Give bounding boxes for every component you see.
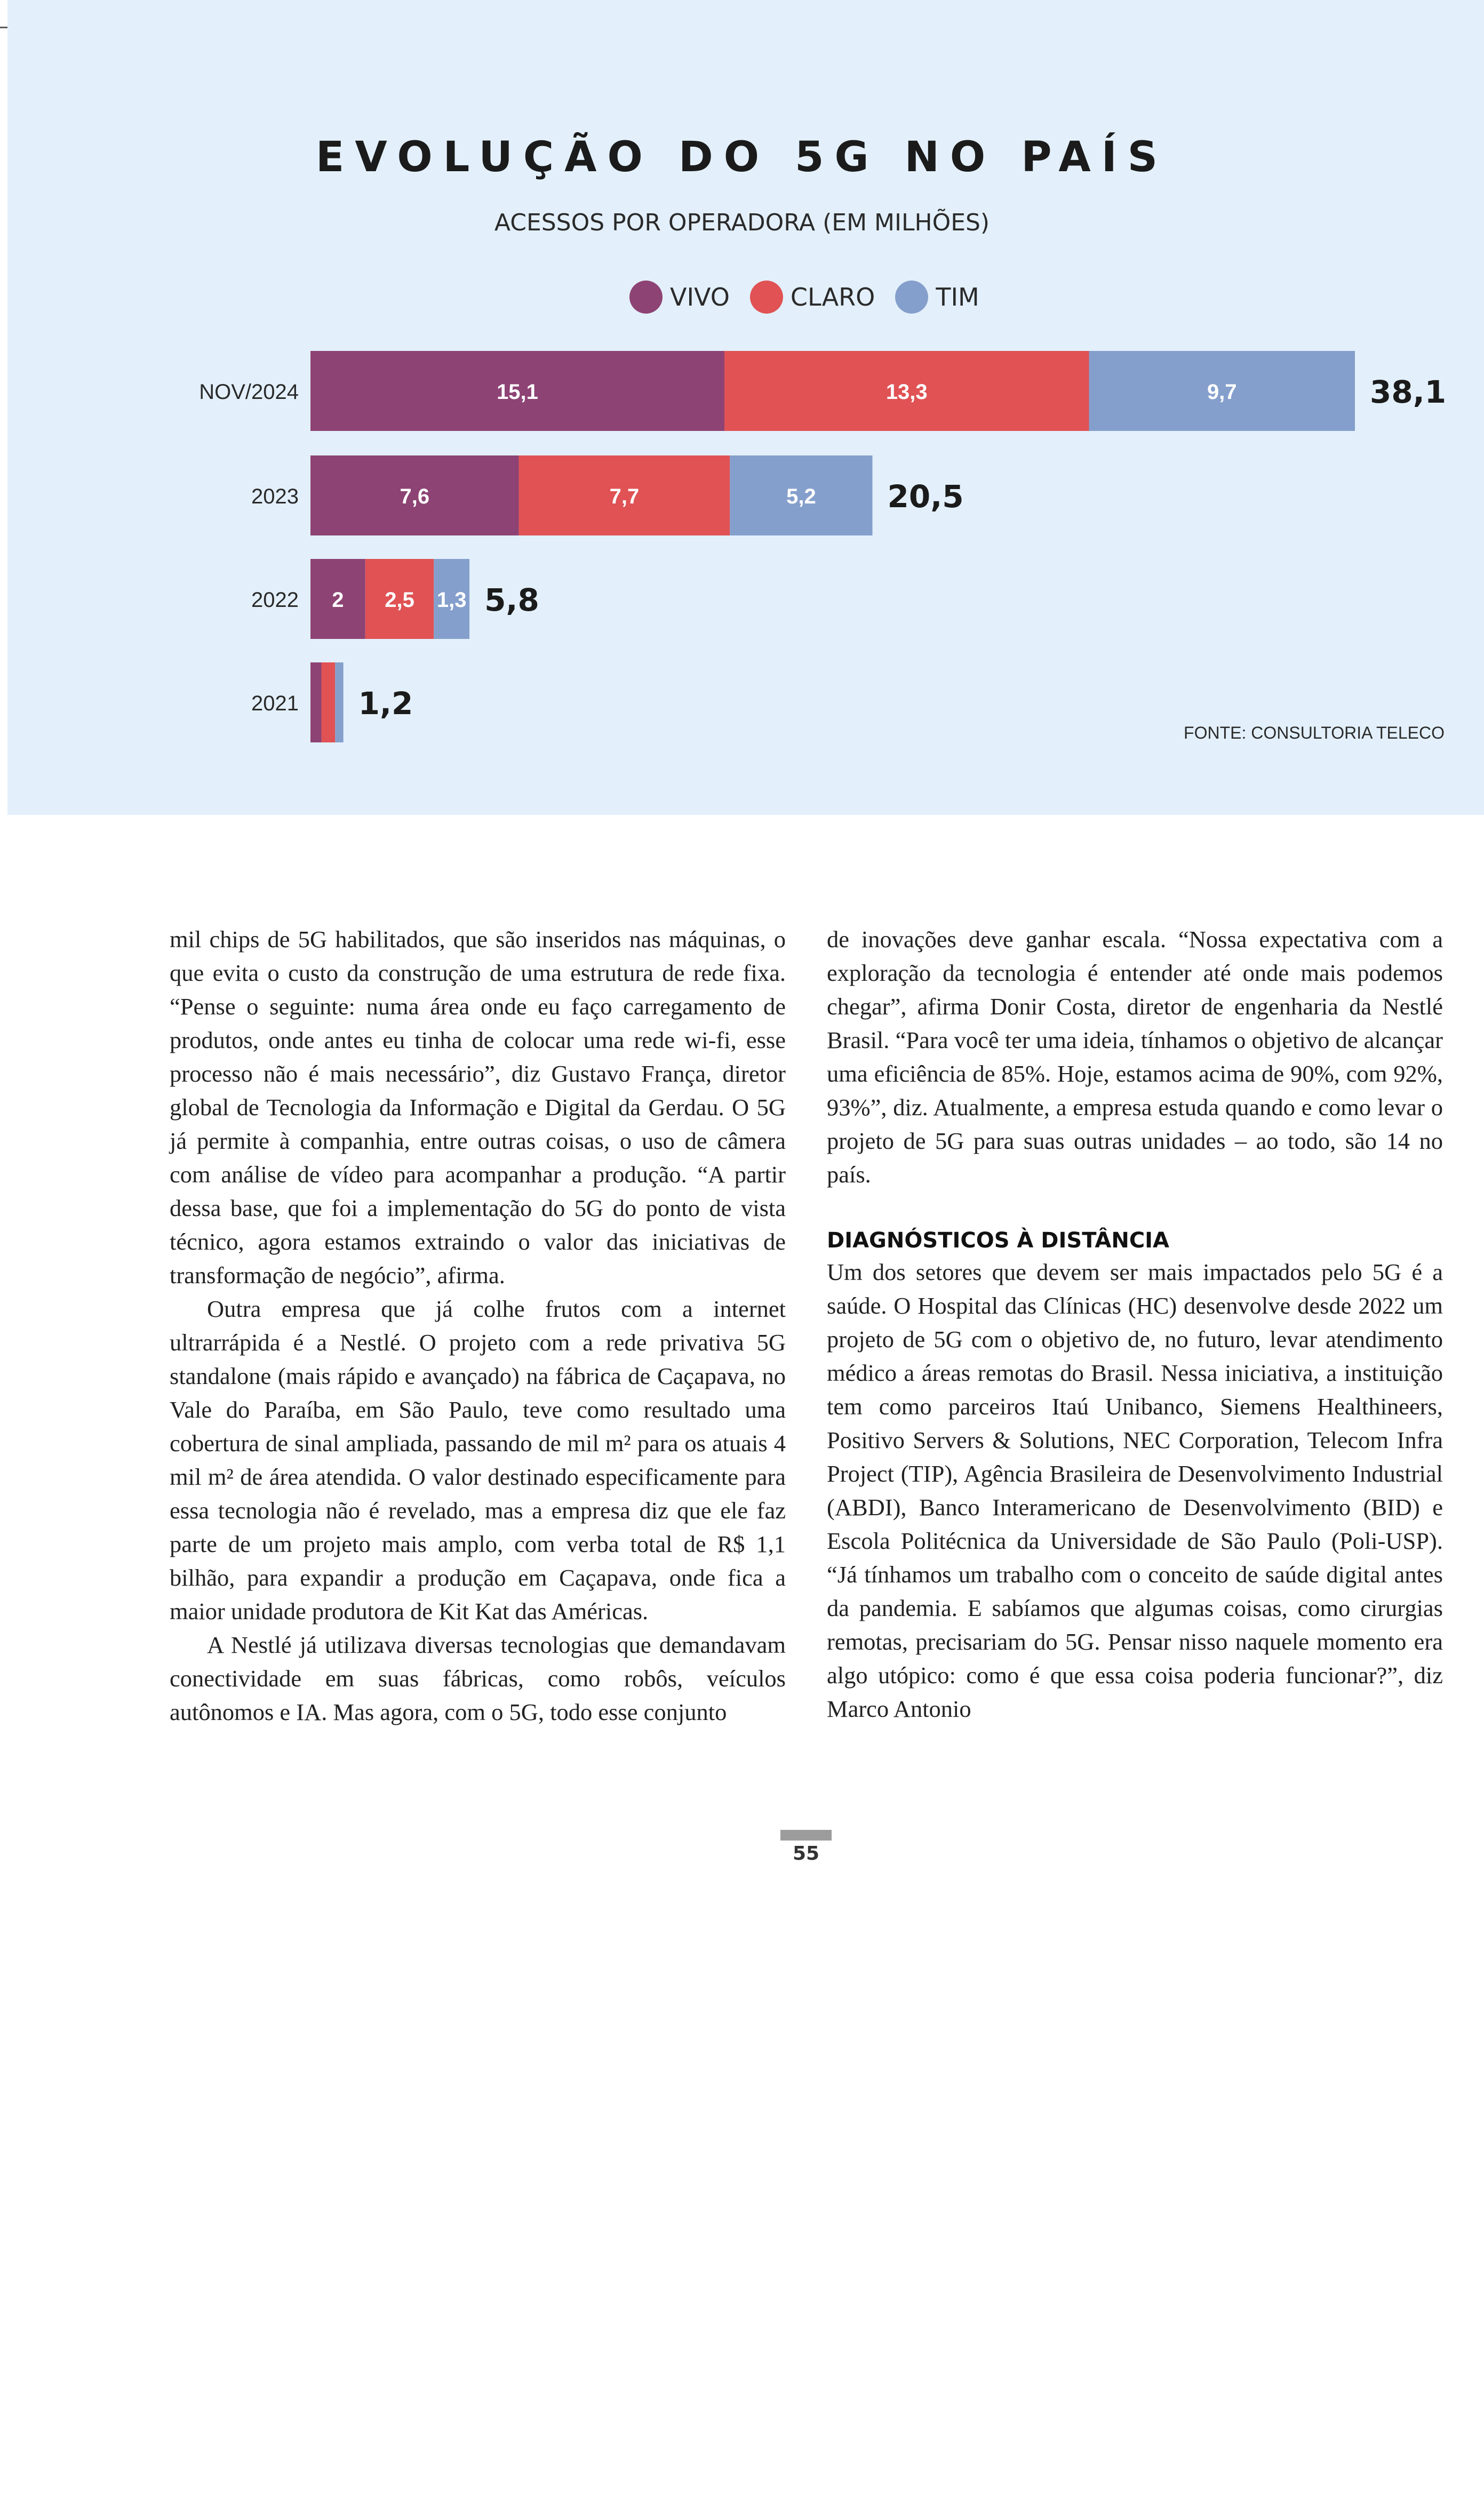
article-paragraph: Um dos setores que devem ser mais impactados pelo 5G é a saúde. O Hospital das Clínicas (HC) desenvolve desde 2022 um projeto de 5G com o objetivo de, no futuro, levar atendimento médico a áreas remotas do Brasil. Nessa iniciativa, a instituição tem como parceiros Itaú Unibanco, Siemens Healthineers, Positivo Servers & Solutions, NEC Corporation, Telecom Infra Project (TIP), Agência Brasileira de Desenvolvimento Industrial (ABDI), Banco Interamericano de Desenvolvimento (BID) e Escola Politécnica da Universidade de São Paulo (Poli-USP). “Já tínhamos um trabalho com o conceito de saúde digital antes da pandemia. E sabíamos que algumas coisas, como cirurgias remotas, precisariam do 5G. Pensar nisso naquele momento era algo utópico: como é que essa coisa poderia funcionar?”, diz Marco Antonio [827, 1259, 1443, 1722]
chart-legend [629, 278, 1000, 316]
chart-title: EVOLUÇÃO DO 5G NO PAÍS [316, 133, 1168, 181]
bar-claro-2021 [322, 662, 336, 742]
chart-source: FONTE: CONSULTORIA TELECO [1184, 723, 1445, 742]
total-label-nov2024: 38,1 [1370, 374, 1447, 410]
data-label-tim-2023: 5,2 [786, 485, 816, 508]
data-label-vivo-2023: 7,6 [400, 485, 430, 508]
chart-subtitle: ACESSOS POR OPERADORA (EM MILHÕES) [494, 209, 990, 236]
total-label-2021: 1,2 [358, 685, 413, 722]
total-label-2022: 5,8 [484, 582, 539, 618]
article-paragraph: mil chips de 5G habilitados, que são inseridos nas máquinas, o que evita o custo da construção de uma estrutura de rede fixa. “Pense o seguinte: numa área onde eu faço carregamento de produtos, onde antes eu tinha de colocar uma rede wi-fi, esse processo não é mais necessário”, diz Gustavo França, diretor global de Tecnologia da Informação e Digital da Gerdau. O 5G já permite à companhia, entre outras coisas, o uso de câmera com análise de vídeo para acompanhar a produção. “A partir dessa base, que foi a implementação do 5G do ponto de vista técnico, agora estamos extraindo o valor das iniciativas de transformação de negócio”, afirma. [170, 926, 786, 1289]
data-label-tim-nov2024: 9,7 [1207, 380, 1237, 404]
legend-item-claro [750, 281, 875, 314]
data-label-claro-2023: 7,7 [609, 485, 640, 508]
article-paragraph: de inovações deve ganhar escala. “Nossa expectativa com a exploração da tecnologia é entender até onde mais podemos chegar”, afirma Donir Costa, diretor de engenharia da Nestlé Brasil. “Para você ter uma ideia, tínhamos o objetivo de alcançar uma eficiência de 85%. Hoje, estamos acima de 90%, com 92%, 93%”, diz. Atualmente, a empresa estuda quando e como levar o projeto de 5G para suas outras unidades – ao todo, são 14 no país. [827, 926, 1443, 1188]
bar-tim-2021 [335, 662, 343, 742]
page-number: 55 [792, 1843, 820, 1865]
legend-label-vivo: VIVO [670, 283, 730, 311]
legend-swatch-vivo [629, 281, 663, 314]
legend-label-tim: TIM [936, 283, 979, 311]
category-label-2022: 2022 [251, 588, 299, 612]
article-column-left [170, 923, 786, 1729]
legend-item-tim [895, 281, 979, 314]
legend-swatch-tim [895, 281, 928, 314]
legend-item-vivo [629, 281, 730, 314]
data-label-tim-2022: 1,3 [436, 588, 467, 612]
article-paragraph: Outra empresa que já colhe frutos com a internet ultrarrápida é a Nestlé. O projeto com a rede privativa 5G standalone (mais rápido e avançado) na fábrica de Caçapava, no Vale do Paraíba, em São Paulo, teve como resultado uma cobertura de sinal ampliada, passando de mil m² para os atuais 4 mil m² de área atendida. O valor destinado especificamente para essa tecnologia não é revelado, mas a empresa diz que ele faz parte de um projeto mais amplo, com verba total de R$ 1,1 bilhão, para expandir a produção em Caçapava, onde fica a maior unidade produtora de Kit Kat das Américas. [170, 1295, 786, 1625]
article-column-right [827, 923, 1443, 1726]
data-label-claro-nov2024: 13,3 [885, 380, 928, 404]
page-number-bar [780, 1830, 832, 1841]
data-label-claro-2022: 2,5 [385, 588, 414, 612]
bar-vivo-2021 [310, 662, 322, 742]
legend-swatch-claro [750, 281, 783, 314]
article-paragraph: A Nestlé já utilizava diversas tecnologias que demandavam conectividade em suas fábricas, como robôs, veículos autônomos e IA. Mas agora, com o 5G, todo esse conjunto [170, 1631, 786, 1725]
category-label-2021: 2021 [251, 692, 299, 715]
section-heading: DIAGNÓSTICOS À DISTÂNCIA [827, 1228, 1170, 1253]
category-label-nov2024: NOV/2024 [199, 380, 299, 404]
data-label-vivo-nov2024: 15,1 [497, 380, 538, 404]
stacked-bar-chart [0, 320, 1484, 757]
legend-label-claro: CLARO [790, 283, 875, 311]
category-label-2023: 2023 [251, 485, 299, 508]
data-label-vivo-2022: 2 [332, 588, 344, 612]
total-label-2023: 20,5 [887, 478, 964, 515]
